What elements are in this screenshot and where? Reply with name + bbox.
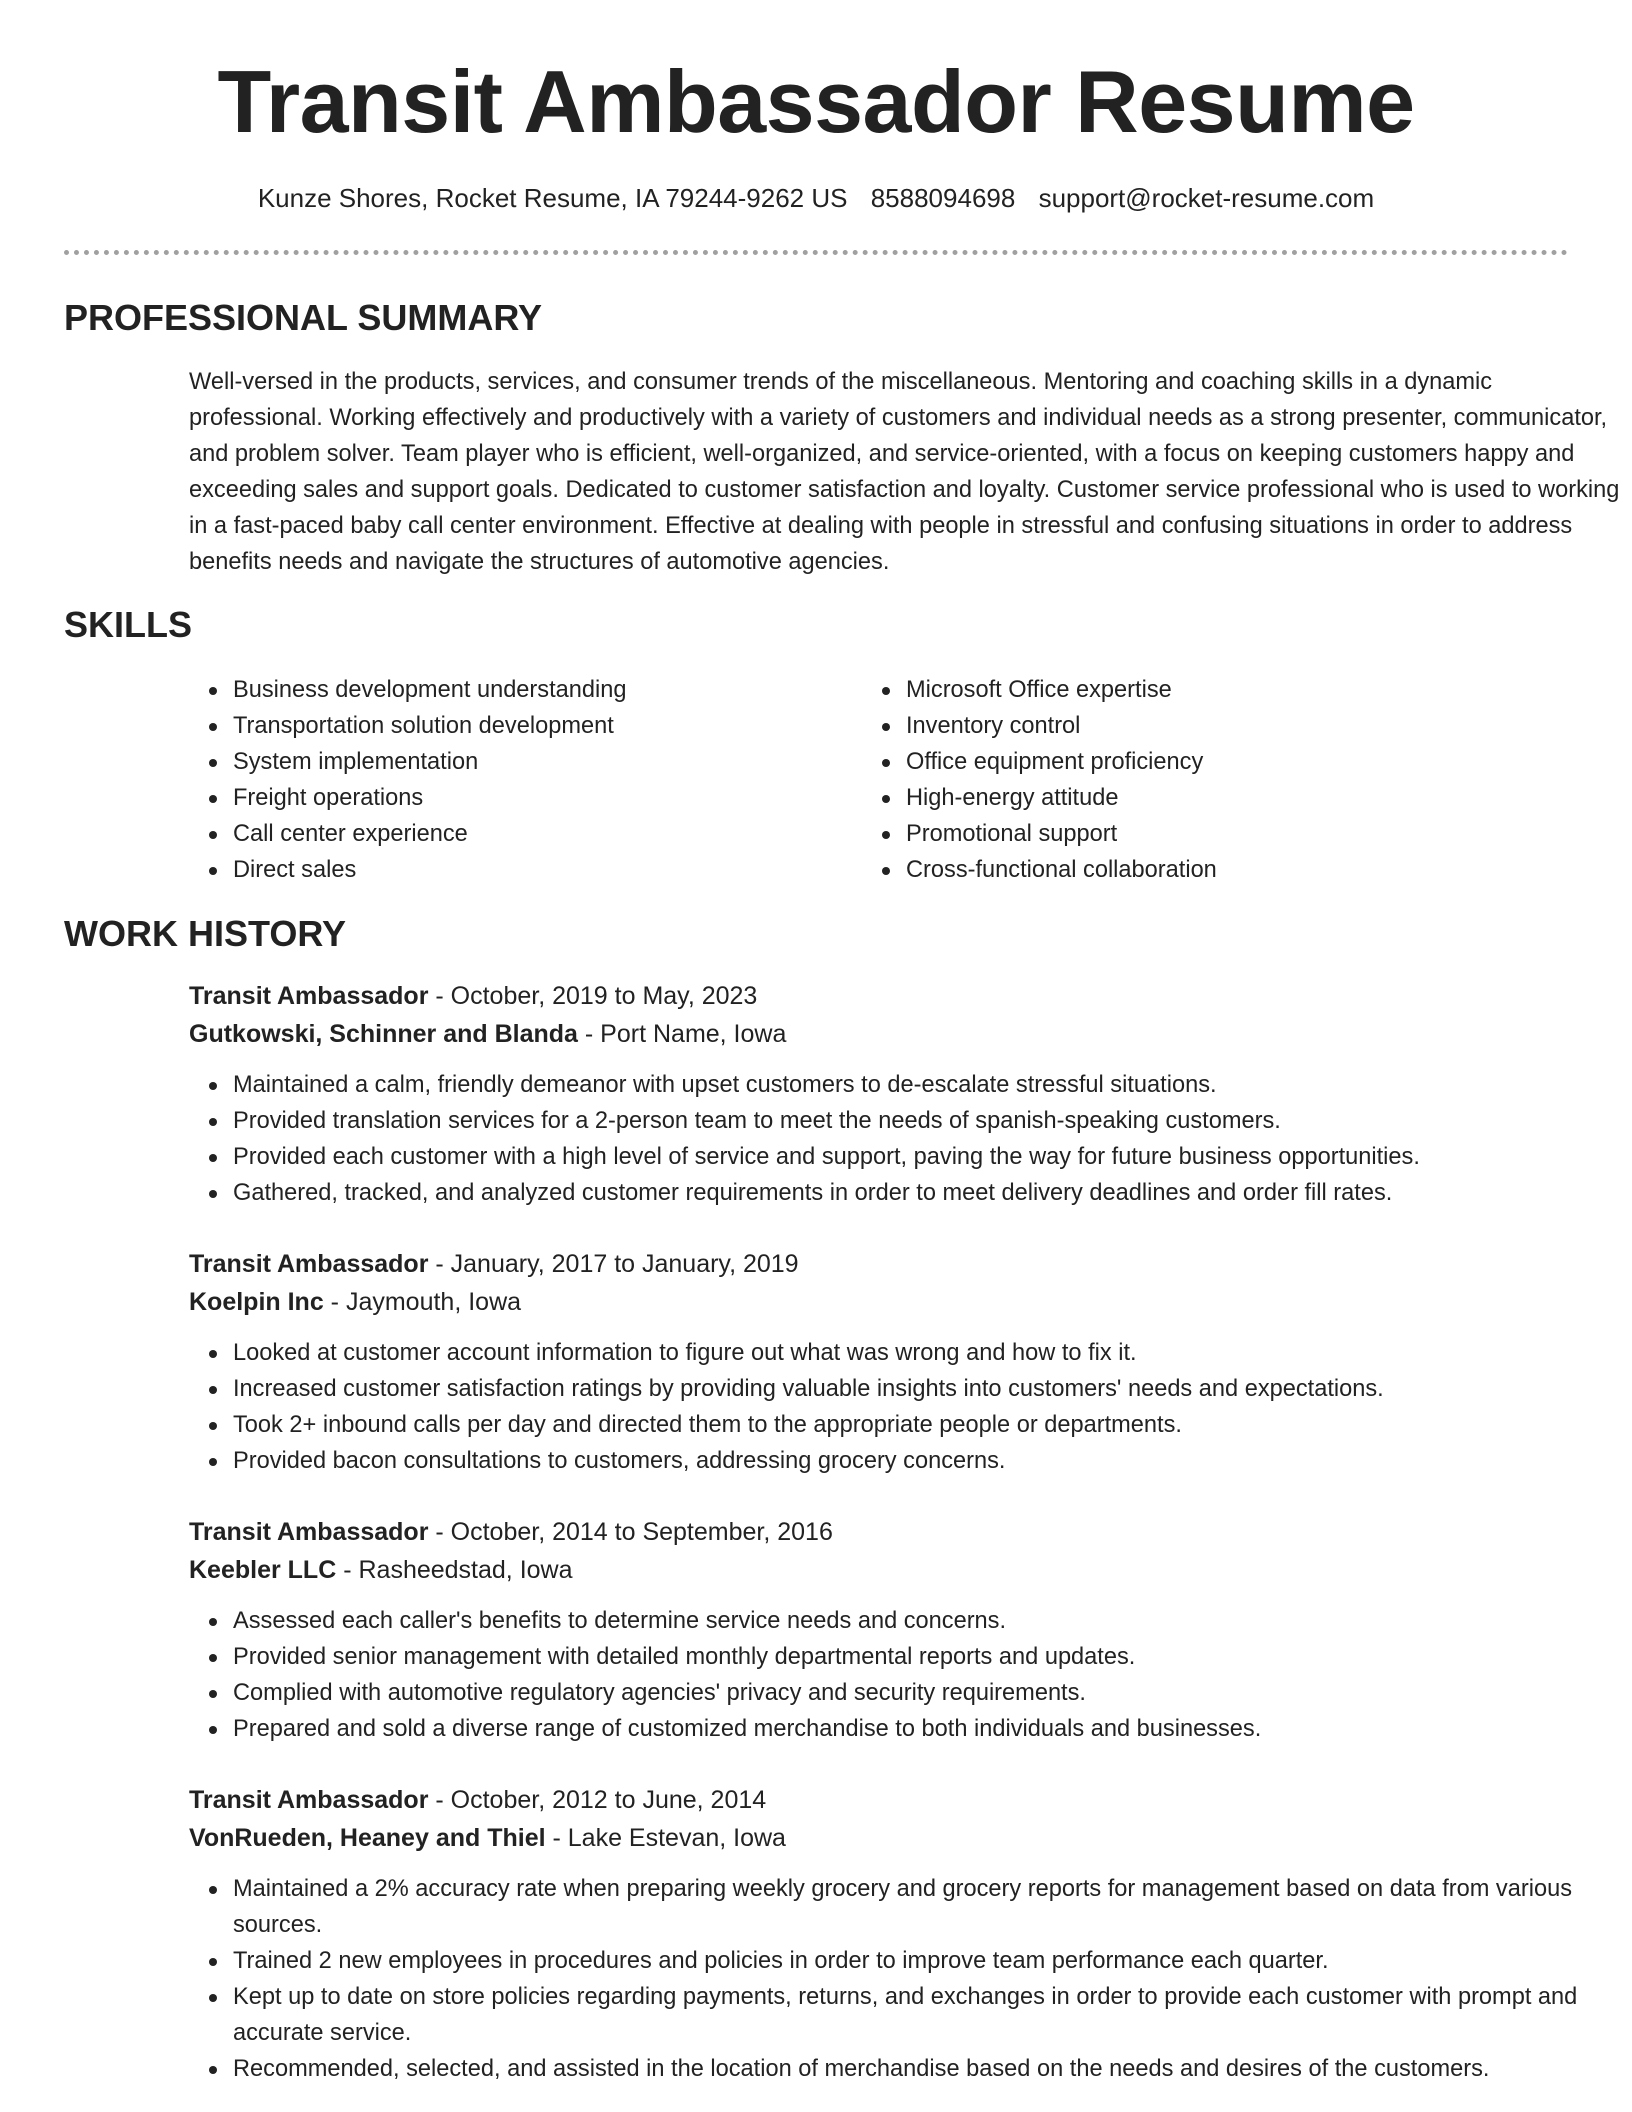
summary-text: Well-versed in the products, services, and consumer trends of the miscellaneous. Mentoring and coaching skills in a dynamic professional. Working effectively and productively with a variety of customers and individual needs as a strong presenter, communicator, and problem solver. Team player who is efficient, well-organized, and service-oriented, with a focus on keeping customers happy and exceeding sales and support goals. Dedicated to customer satisfaction and loyalty. Customer service professional who is used to working in a fast-paced baby call center environment. Effective at dealing with people in stressful and confusing situations in order to address benefits needs and navigate the structures of automotive agencies. [189, 369, 1620, 575]
job-bullet: Maintained a 2% accuracy rate when preparing weekly grocery and grocery reports for management based on data from various sources. [189, 1871, 1629, 1943]
job-bullets [189, 1067, 1629, 1211]
work-history-heading: WORK HISTORY [64, 913, 347, 954]
job-bullets [189, 1603, 1629, 1747]
job-title: Transit Ambassador [189, 1518, 429, 1546]
contact-email: support@rocket-resume.com [1038, 183, 1375, 213]
job-entry [189, 1245, 1629, 1479]
skill-item: Promotional support [862, 816, 1502, 852]
skill-item: High-energy attitude [862, 780, 1502, 816]
job-company: Gutkowski, Schinner and Blanda [189, 1020, 578, 1048]
job-bullet: Took 2+ inbound calls per day and directed them to the appropriate people or departments. [189, 1407, 1629, 1443]
skill-item: Call center experience [189, 816, 829, 852]
skill-item: Cross-functional collaboration [862, 852, 1502, 888]
job-bullet: Kept up to date on store policies regarding payments, returns, and exchanges in order to provide each customer with prompt and accurate service. [189, 1979, 1629, 2051]
resume-title: Transit Ambassador Resume [217, 52, 1415, 151]
skill-item: Office equipment proficiency [862, 744, 1502, 780]
job-title-line [189, 1513, 1629, 1551]
job-title-line [189, 977, 1629, 1015]
contact-line [64, 180, 1568, 216]
job-bullet: Provided each customer with a high level of service and support, paving the way for future business opportunities. [189, 1139, 1629, 1175]
contact-address: Kunze Shores, Rocket Resume, IA 79244-9262 US [257, 183, 848, 213]
job-bullet: Provided translation services for a 2-person team to meet the needs of spanish-speaking customers. [189, 1103, 1629, 1139]
job-company: Koelpin Inc [189, 1288, 324, 1316]
skills-list-right [862, 672, 1502, 888]
job-company-line [189, 1819, 1629, 1857]
job-bullets [189, 1871, 1629, 2087]
header-divider [64, 250, 1568, 255]
summary-heading: PROFESSIONAL SUMMARY [64, 297, 543, 338]
job-bullet: Looked at customer account information to figure out what was wrong and how to fix it. [189, 1335, 1629, 1371]
job-bullet: Gathered, tracked, and analyzed customer requirements in order to meet delivery deadlines and order fill rates. [189, 1175, 1629, 1211]
job-dates: - January, 2017 to January, 2019 [428, 1250, 799, 1278]
job-bullet: Assessed each caller's benefits to determine service needs and concerns. [189, 1603, 1629, 1639]
job-title-line [189, 1781, 1629, 1819]
job-entry [189, 1513, 1629, 1747]
skill-item: Microsoft Office expertise [862, 672, 1502, 708]
job-dates: - October, 2012 to June, 2014 [428, 1786, 767, 1814]
job-title: Transit Ambassador [189, 1786, 429, 1814]
job-bullet: Increased customer satisfaction ratings by providing valuable insights into customers' needs and expectations. [189, 1371, 1629, 1407]
job-title: Transit Ambassador [189, 1250, 429, 1278]
contact-phone: 8588094698 [870, 183, 1016, 213]
skills-list-left [189, 672, 829, 888]
job-bullet: Prepared and sold a diverse range of customized merchandise to both individuals and businesses. [189, 1711, 1629, 1747]
job-company: VonRueden, Heaney and Thiel [189, 1824, 546, 1852]
job-company-line [189, 1015, 1629, 1053]
skills-heading: SKILLS [64, 604, 193, 645]
job-bullet: Recommended, selected, and assisted in the location of merchandise based on the needs and desires of the customers. [189, 2051, 1629, 2087]
skill-item: Inventory control [862, 708, 1502, 744]
job-bullet: Complied with automotive regulatory agencies' privacy and security requirements. [189, 1675, 1629, 1711]
job-bullet: Trained 2 new employees in procedures and policies in order to improve team performance each quarter. [189, 1943, 1629, 1979]
job-dates: - October, 2019 to May, 2023 [428, 982, 758, 1010]
job-company: Keebler LLC [189, 1556, 337, 1584]
job-dates: - October, 2014 to September, 2016 [428, 1518, 833, 1546]
job-bullet: Provided senior management with detailed monthly departmental reports and updates. [189, 1639, 1629, 1675]
job-bullet: Provided bacon consultations to customers, addressing grocery concerns. [189, 1443, 1629, 1479]
job-title: Transit Ambassador [189, 982, 429, 1010]
skill-item: Transportation solution development [189, 708, 829, 744]
job-location: - Port Name, Iowa [577, 1020, 787, 1048]
job-location: - Rasheedstad, Iowa [336, 1556, 573, 1584]
skill-item: Business development understanding [189, 672, 829, 708]
job-bullets [189, 1335, 1629, 1479]
skill-item: Direct sales [189, 852, 829, 888]
skill-item: System implementation [189, 744, 829, 780]
job-bullet: Maintained a calm, friendly demeanor with upset customers to de-escalate stressful situations. [189, 1067, 1629, 1103]
job-location: - Lake Estevan, Iowa [545, 1824, 786, 1852]
job-location: - Jaymouth, Iowa [323, 1288, 522, 1316]
job-entry [189, 977, 1629, 1211]
job-company-line [189, 1551, 1629, 1589]
job-title-line [189, 1245, 1629, 1283]
job-company-line [189, 1283, 1629, 1321]
job-entry [189, 1781, 1629, 2087]
skill-item: Freight operations [189, 780, 829, 816]
